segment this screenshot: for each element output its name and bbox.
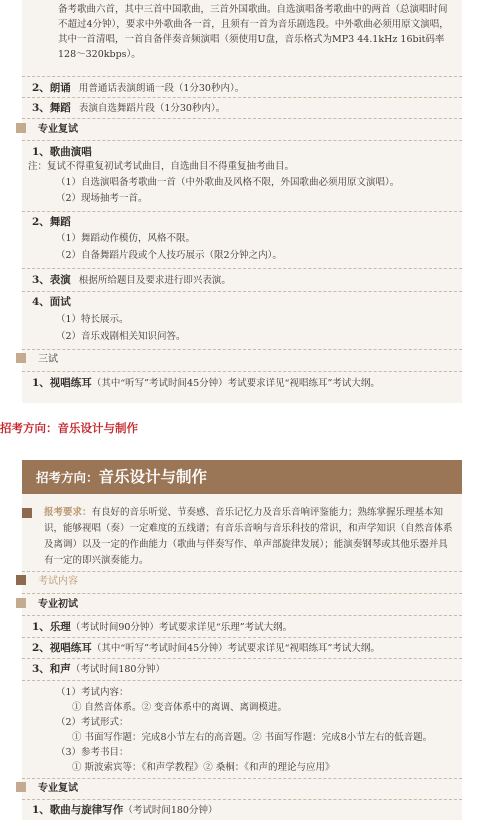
composition-item — [32, 803, 217, 818]
dance-sub-1: （1）舞蹈动作模仿，风格不限。 — [56, 233, 196, 244]
perform-text: 根据所给题目及要求进行即兴表演。 — [78, 275, 231, 286]
recite-text: 用普通话表演朗诵一段（1分30秒内）。 — [78, 83, 245, 94]
exam-content-heading — [16, 575, 78, 590]
dance-title: 2、舞蹈 — [32, 216, 71, 228]
dance-text: 表演自选舞蹈片段（1分30秒内）。 — [78, 103, 226, 114]
divider — [22, 118, 462, 119]
singing-title: 1、歌曲演唱 — [32, 146, 92, 158]
initial-heading — [16, 598, 78, 613]
retest2-heading — [16, 782, 78, 797]
singing-item-2: （2）现场抽考一首。 — [56, 193, 148, 204]
divider — [22, 140, 462, 141]
dance-num: 3、舞蹈 — [32, 102, 71, 114]
initial-item-num: 2、视唱练耳 — [32, 642, 92, 654]
intro-text: 备考歌曲六首，其中三首中国歌曲，三首外国歌曲。自选演唱备考歌曲中的两首（总演唱时间不超过4分钟），要求中外歌曲各一首，且须有一首为音乐剧选段。中外歌曲必须用原文演唱，其中一首清唱，一首自备伴奏音频演唱（须使用U盘，音乐格式为MP3 44.1kHz 16bit码率128～320kbps）。 — [58, 4, 449, 60]
initial-item-2 — [32, 641, 380, 656]
divider — [22, 371, 462, 372]
exam-content-label: 考试内容 — [38, 576, 78, 587]
divider — [22, 97, 462, 98]
square-bullet-icon — [16, 782, 26, 792]
recite-item — [32, 81, 244, 96]
intro-paragraph — [22, 2, 462, 62]
direction-banner — [22, 460, 462, 494]
initial-item-num: 3、和声 — [32, 663, 71, 675]
square-bullet-icon — [16, 575, 26, 585]
harmony-form: ① 书面写作题：完成8小节左右的高音题。② 书面写作题：完成8小节左右的低音题。 — [72, 732, 433, 743]
sight-singing-num: 1、视唱练耳 — [32, 377, 92, 389]
singing-item-1: （1）自选演唱备考歌曲一首（中外歌曲及风格不限，外国歌曲必须用原文演唱）。 — [56, 177, 400, 188]
initial-label: 专业初试 — [38, 599, 78, 610]
interview-title: 4、面试 — [32, 296, 71, 308]
harmony-ref-label: （3）参考书目： — [56, 747, 129, 758]
divider — [22, 571, 462, 572]
recite-num: 2、朗诵 — [32, 82, 71, 94]
divider — [22, 637, 462, 638]
sight-singing-item — [32, 376, 380, 391]
harmony-content-label: （1）考试内容： — [56, 687, 129, 698]
divider — [22, 680, 462, 681]
dance-sub-2: （2）自备舞蹈片段或个人技巧展示（限2分钟之内）。 — [56, 250, 282, 261]
requirements-text: 有良好的音乐听觉、节奏感、音乐记忆力及音乐音响评鉴能力；熟练掌握乐理基本知识，能够视唱（奏）一定难度的五线谱；有音乐音响与音乐科技的常识，和声学知识（自然音体系及离调）以及一定的作曲能力（歌曲与伴奏写作、单声部旋律发展）；能演奏钢琴或其他乐器并具有一定的即兴演奏能力。 — [44, 507, 453, 566]
divider — [22, 658, 462, 659]
composition-num: 1、歌曲与旋律写作 — [32, 804, 124, 816]
requirements-text-block — [22, 505, 462, 569]
square-bullet-icon — [16, 598, 26, 608]
retest2-label: 专业复试 — [38, 783, 78, 794]
third-label: 三试 — [38, 354, 58, 365]
harmony-form-label: （2）考试形式： — [56, 717, 129, 728]
banner-prefix: 招考方向： — [36, 470, 99, 485]
initial-item-3 — [32, 662, 165, 677]
direction-heading: 招考方向：音乐设计与制作 — [0, 421, 138, 435]
perform-item — [32, 273, 231, 288]
divider — [22, 593, 462, 594]
initial-item-text: （考试时间180分钟） — [70, 664, 165, 675]
dance-item — [32, 101, 225, 116]
square-bullet-icon — [22, 508, 32, 518]
banner-title — [36, 466, 207, 488]
harmony-ref: ① 斯波索宾等：《和声学教程》② 桑桐：《和声的理论与应用》 — [72, 762, 335, 773]
square-bullet-icon — [16, 353, 26, 363]
sight-singing-text: （其中“听写”考试时间45分钟）考试要求详见“视唱练耳”考试大纲。 — [91, 378, 380, 389]
divider — [22, 778, 462, 779]
composition-text: （考试时间180分钟） — [123, 805, 218, 816]
initial-item-1 — [32, 620, 292, 635]
divider — [22, 349, 462, 350]
perform-num: 3、表演 — [32, 274, 71, 286]
banner-main: 音乐设计与制作 — [98, 467, 208, 486]
initial-item-text: （考试时间90分钟）考试要求详见“乐理”考试大纲。 — [70, 622, 293, 633]
harmony-content: ① 自然音体系。② 变音体系中的离调、离调模进。 — [72, 702, 288, 713]
retest-label: 专业复试 — [38, 124, 78, 135]
requirements — [22, 505, 462, 569]
divider — [22, 268, 462, 269]
divider — [22, 799, 462, 800]
divider — [22, 615, 462, 616]
divider — [22, 211, 462, 212]
initial-item-num: 1、乐理 — [32, 621, 71, 633]
retest-heading — [16, 123, 78, 138]
divider — [22, 76, 462, 77]
singing-note: 注：复试不得重复初试考试曲目，自选曲目不得重复抽考曲目。 — [28, 161, 295, 172]
divider — [22, 291, 462, 292]
requirements-key: 报考要求： — [44, 507, 92, 518]
interview-item-1: （1）特长展示。 — [56, 314, 129, 325]
square-bullet-icon — [16, 123, 26, 133]
third-heading — [16, 353, 58, 368]
interview-item-2: （2）音乐戏剧相关知识问答。 — [56, 331, 186, 342]
initial-item-text: （其中“听写”考试时间45分钟）考试要求详见“视唱练耳”考试大纲。 — [91, 643, 380, 654]
